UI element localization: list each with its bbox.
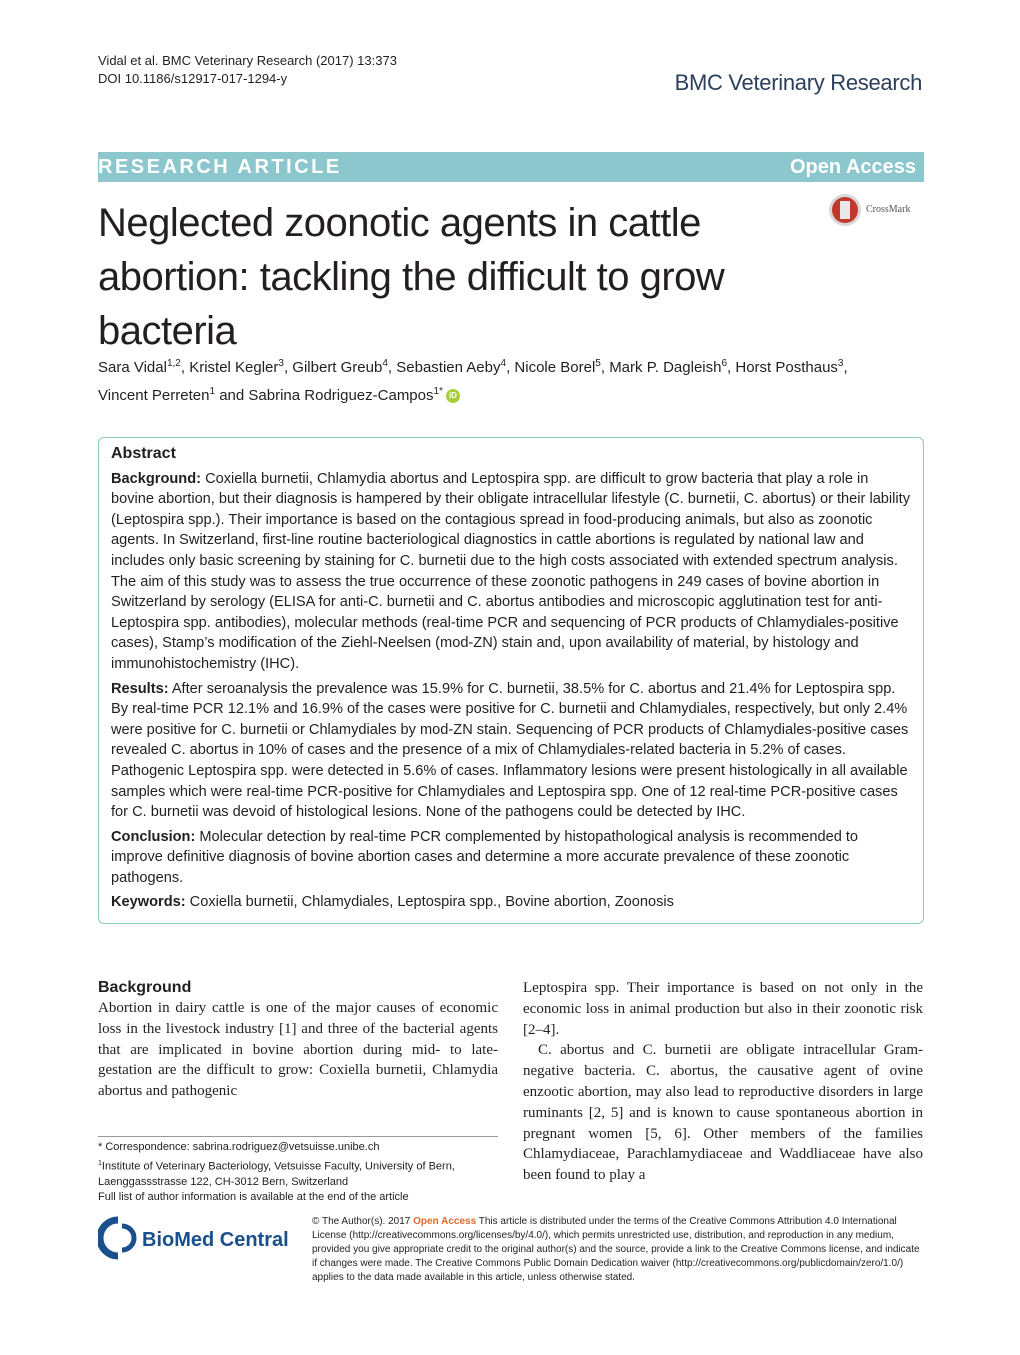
article-type-banner [98, 152, 924, 182]
copyright-text: © The Author(s). 2017 [312, 1216, 411, 1227]
abstract-heading: Abstract [111, 445, 176, 462]
author-affiliation: 1* [433, 386, 443, 397]
abstract-results [111, 679, 911, 823]
section-text: Coxiella burnetii, Chlamydiales, Leptospira spp., Bovine abortion, Zoonosis [189, 894, 674, 911]
author-name: Nicole Borel [514, 359, 596, 376]
author-affiliation: 6 [721, 358, 728, 369]
body-paragraph: Abortion in dairy cattle is one of the major causes of economic loss in the livestock industry [1] and three of the bacterial agents that are implicated in bovine abortion during mid- to late-gestation are the difficult to grow: Coxiella burnetii, Chlamydia abortus and pathogenic [98, 1000, 498, 1100]
article-title: Neglected zoonotic agents in cattle abortion: tackling the difficult to grow bacteria [98, 201, 725, 353]
affiliation-note [98, 1156, 498, 1191]
license-text: This article is distributed under the terms of the Creative Commons Attribution 4.0 International License (http://creativecommons.org/licenses/by/4.0/), which permits unrestricted use, distribution, and reproduction in any medium, provided you give appropriate credit to the original author(s) and the source, provide a link to the Creative Commons license, and indicate if changes were made. The Creative Commons Public Domain Dedication waiver (http://creativecommons.org/publicdomain/zero/1.0/) applies to the data made available in this article, unless otherwise stated. [312, 1216, 920, 1283]
author-affiliation: 1 [209, 386, 216, 397]
body-column-left [98, 978, 498, 1102]
biomed-central-logo [98, 1216, 298, 1260]
abstract-background [111, 469, 911, 675]
author-name: Vincent Perreten [98, 387, 210, 404]
section-text: After seroanalysis the prevalence was 15.9% for C. burnetii, 38.5% for C. abortus and 21.4% for Leptospira spp. By real-time PCR 12.1% and 16.9% of the cases were positive for C. burnetii and Chlamydiales, respectively, but only 2.4% were positive for C. burnetii or Chlamydiales by mod-ZN stain. Sequencing of PCR products of Chlamydiales-positive cases revealed C. abortus in 10% of cases and the presence of a mix of Chlamydiales-related bacteria in 5.2% of cases. Pathogenic Leptospira spp. were detected in 5.6% of cases. Inflammatory lesions were present histologically in all available samples which were real-time PCR-positive for Chlamydiales and Leptospira spp. One of 12 real-time PCR-positive cases for C. burnetii was devoid of histological lesions. None of the pathogens could be detected by IHC. [111, 680, 909, 821]
author-name: Horst Posthaus [735, 359, 838, 376]
affiliation-number: 1 [98, 1159, 102, 1167]
body-paragraph: Leptospira spp. Their importance is based on not only in the economic loss in animal production but also in their zoonotic risk [2–4]. [523, 980, 923, 1038]
footnote-divider [98, 1136, 498, 1137]
abstract-box [98, 437, 924, 924]
author-name: Mark P. Dagleish [609, 359, 722, 376]
section-label: Results: [111, 680, 169, 697]
section-label: Keywords: [111, 894, 186, 911]
author-name: Kristel Kegler [189, 359, 279, 376]
section-text: Molecular detection by real-time PCR complemented by histopathological analysis is recommended to improve definitive diagnosis of bovine abortion cases and determine a more accurate prevalence of these zoonotic pathogens. [111, 828, 859, 886]
footnotes [98, 1140, 498, 1206]
citation-header [98, 52, 397, 88]
author-name: Sara Vidal [98, 359, 167, 376]
author-name: Gilbert Greub [292, 359, 383, 376]
author-affiliation: 1,2 [166, 358, 181, 369]
correspondence-note: * Correspondence: sabrina.rodriguez@vetsuisse.unibe.ch [98, 1141, 380, 1153]
orcid-icon[interactable]: iD [446, 389, 460, 403]
body-column-right [523, 978, 923, 1186]
journal-name: BMC Veterinary Research [674, 70, 922, 95]
open-access-label: Open Access [790, 156, 916, 178]
section-label: Conclusion: [111, 828, 196, 845]
author-affiliation: 4 [500, 358, 507, 369]
author-list: Sara Vidal$^{1,2}$, Kristel Kegler$^3$, Gilbert Greub$^4$, Sebastien Aeby$^4$, Nicole Borel$^5$, Mark P. Dagleish$^6$, Horst Posthaus$^3$, Vincent Perreten$^1$ and Sabrina Rodriguez-Campos$^{1*}$ iD [98, 358, 848, 404]
section-heading: Background [98, 979, 192, 996]
article-type-label: RESEARCH ARTICLE [98, 156, 342, 178]
author-info-note: Full list of author information is available at the end of the article [98, 1191, 409, 1204]
logo-text: BioMed Central [142, 1229, 289, 1251]
abstract-conclusion [111, 827, 911, 889]
author-affiliation: 5 [595, 358, 601, 369]
body-paragraph: C. abortus and C. burnetii are obligate intracellular Gram-negative bacteria. C. abortus, the causative agent of ovine enzootic abortion, may also lead to reproductive disorders in large ruminants [2, 5] and is known to cause spontaneous abortion in pregnant women [5, 6]. Other members of the families Chlamydiaceae, Parachlamydiaceae and Waddliaceae have also been found to play a [523, 1042, 923, 1184]
affiliation-text: Institute of Veterinary Bacteriology, Vetsuisse Faculty, University of Bern, Laenggassstrasse 122, CH-3012 Bern, Switzerland [98, 1160, 455, 1188]
crossmark-icon [828, 192, 862, 228]
author-affiliation: 3 [837, 358, 844, 369]
doi-line: DOI 10.1186/s12917-017-1294-y [98, 71, 288, 86]
citation-line: Vidal et al. BMC Veterinary Research (2017) 13:373 [98, 53, 397, 68]
open-access-text: Open Access [413, 1216, 477, 1227]
author-affiliation: 3 [278, 358, 284, 369]
author-name: Sabrina Rodriguez-Campos [248, 387, 434, 404]
abstract-keywords [111, 892, 911, 913]
license-statement [312, 1215, 924, 1285]
crossmark-label: CrossMark [866, 204, 911, 215]
section-text: Coxiella burnetii, Chlamydia abortus and Leptospira spp. are difficult to grow bacteria that play a role in bovine abortion, but their diagnosis is hampered by their obligate intracellular lifestyle (C. burnetii, C. abortus) or their lability (Leptospira spp.). Their importance is based on the contagious spread in food-producing animals, but also as zoonotic agents. In Switzerland, first-line routine bacteriological diagnostics in cattle abortions is regulated by national law and includes only basic screening by staining for C. burnetii due to the high costs associated with extended spectrum analysis. The aim of this study was to assess the true occurrence of these zoonotic pathogens in 249 cases of bovine abortion in Switzerland by serology (ELISA for anti-C. burnetii and C. abortus antibodies and microscopic agglutination test for anti-Leptospira spp. antibodies), molecular methods (real-time PCR and sequencing of PCR products of Chlamydiales-positive cases), Stamp’s modification of the Ziehl-Neelsen (mod-ZN) stain and, upon availability of material, by histology and immunohistochemistry (IHC). [111, 470, 911, 672]
biomed-central-logo-svg [98, 1216, 298, 1260]
author-name: Sebastien Aeby [396, 359, 501, 376]
section-label: Background: [111, 470, 201, 487]
author-affiliation: 4 [382, 358, 388, 369]
crossmark-badge[interactable] [828, 192, 924, 232]
